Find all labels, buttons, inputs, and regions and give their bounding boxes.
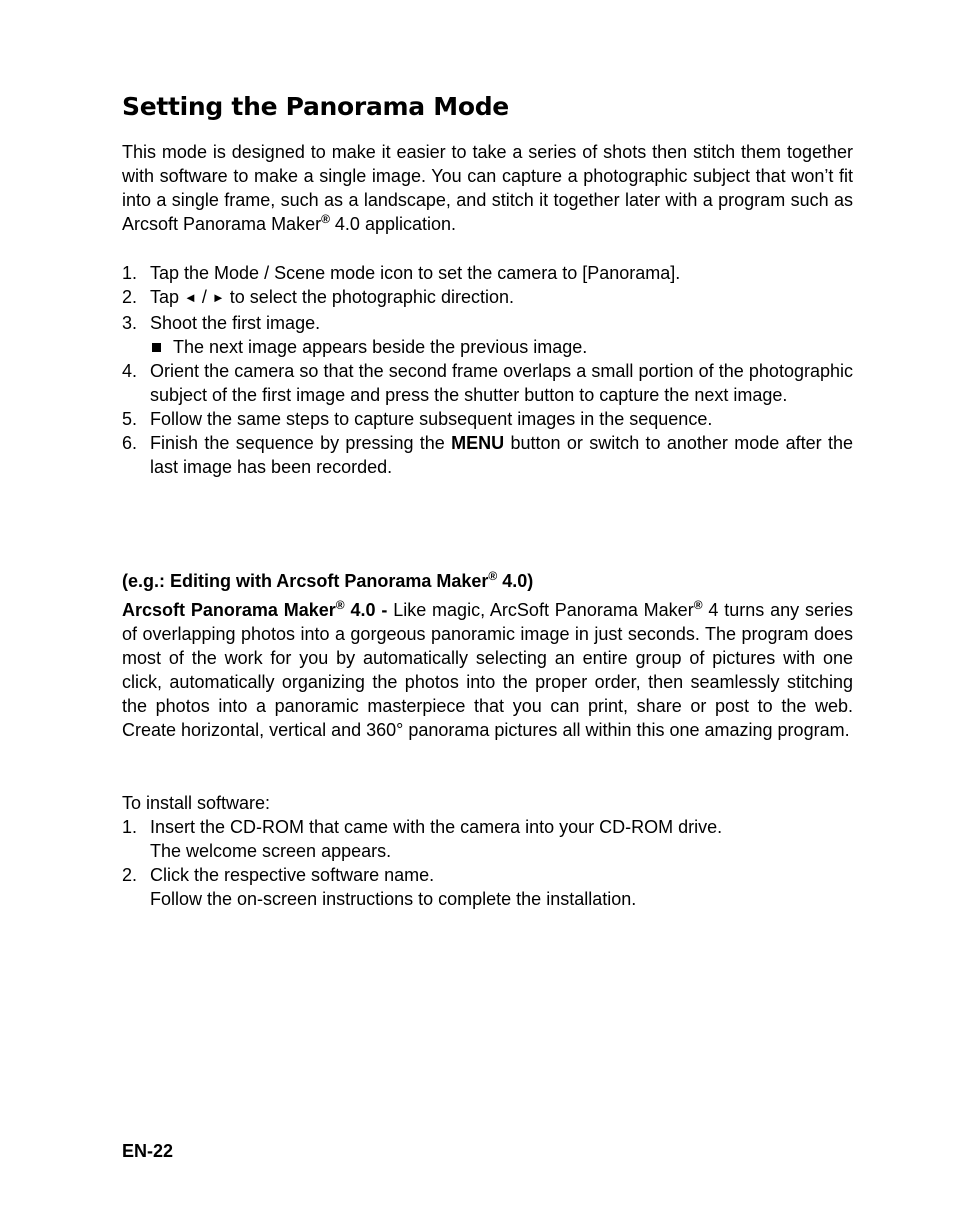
left-arrow-icon: ◄ bbox=[184, 290, 197, 305]
square-bullet-icon bbox=[152, 343, 161, 352]
install-steps bbox=[122, 815, 853, 911]
list-item: 2. Click the respective software name. Follow the on-screen instructions to complete the installation. bbox=[122, 865, 637, 909]
list-item: 1. Insert the CD-ROM that came with the camera into your CD-ROM drive. The welcome screen appears. bbox=[122, 817, 723, 861]
install-label: To install software: bbox=[122, 793, 271, 813]
sub-bullet: The next image appears beside the previous image. bbox=[150, 335, 853, 359]
page-title: Setting the Panorama Mode bbox=[122, 92, 509, 121]
panorama-steps bbox=[122, 261, 853, 479]
page-number: EN-22 bbox=[122, 1141, 174, 1161]
right-arrow-icon: ► bbox=[211, 290, 225, 305]
list-item: 5. Follow the same steps to capture subsequent images in the sequence. bbox=[122, 409, 713, 429]
list-item: 2. Tap ◄ / ► to select the photographic direction. bbox=[122, 287, 514, 307]
intro-paragraph: This mode is designed to make it easier to take a series of shots then stitch them together with software to make a single image. You can capture a photographic subject that won’t fit into a single frame, such as a landscape, and stitch it together later with a program such as Arcsoft Panorama Maker® 4.0 application. bbox=[122, 142, 853, 234]
list-item: 3. Shoot the first image. The next image appears beside the previous image. bbox=[122, 311, 853, 359]
list-item: 1. Tap the Mode / Scene mode icon to set the camera to [Panorama]. bbox=[122, 263, 681, 283]
list-item: 4. Orient the camera so that the second frame overlaps a small portion of the photographic subject of the first image and press the shutter button to capture the next image. bbox=[122, 361, 853, 405]
example-heading: (e.g.: Editing with Arcsoft Panorama Maker® 4.0) bbox=[122, 569, 534, 591]
example-paragraph: Arcsoft Panorama Maker® 4.0 - Like magic, ArcSoft Panorama Maker® 4 turns any series of overlapping photos into a gorgeous panoramic image in just seconds. The program does most of the work for you by automatically selecting an entire group of pictures with one click, automatically organizing the photos into the proper order, then seamlessly stitching the photos into a panoramic masterpiece that you can print, share or post to the web. Create horizontal, vertical and 360° panorama pictures all within this one amazing program. bbox=[122, 598, 853, 740]
list-item: 6. Finish the sequence by pressing the MENU button or switch to another mode after the last image has been recorded. bbox=[122, 433, 853, 477]
